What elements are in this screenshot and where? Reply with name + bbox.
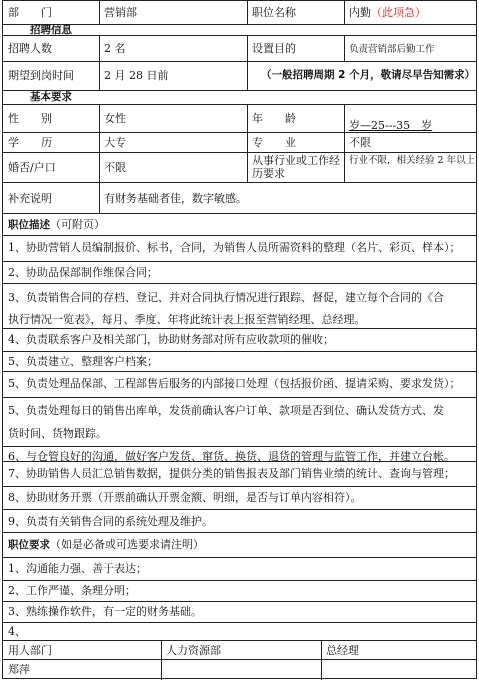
row-divider [3, 283, 476, 284]
count-value: 2 名 [104, 42, 126, 55]
col-divider [344, 1, 345, 24]
signoff-hr-label: 人力资源部 [166, 644, 221, 657]
education-label: 学 历 [8, 136, 52, 149]
note-label: 补充说明 [8, 192, 52, 205]
recruit-section-title: 招聘信息 [30, 24, 72, 36]
date-value: 2 月 28 日前 [104, 69, 169, 82]
position-value: 内勤 [349, 6, 371, 19]
date-label: 期望到岗时间 [8, 69, 74, 82]
row-divider [3, 90, 476, 91]
duty-item: 5、负责建立、整理客户档案； [8, 355, 158, 368]
col-divider [99, 104, 100, 213]
row-divider [3, 509, 476, 510]
duty-item: 4、负责联系客户及相关部门，协助财务部对所有应收款项的催收； [8, 333, 334, 346]
duty-item: 5、负责处理每日的销售出库单，发货前确认客户订单、款项是否到位、确认发货方式、发 [8, 404, 444, 417]
col-divider [247, 35, 248, 61]
major-label: 专 业 [252, 136, 296, 149]
row-divider [3, 61, 476, 62]
row-divider [3, 351, 476, 352]
row-divider [3, 640, 476, 641]
position-cell [349, 6, 426, 19]
col-divider [344, 35, 345, 61]
signoff-dept-label: 用人部门 [8, 644, 52, 657]
row-divider [3, 486, 476, 487]
requirements-heading [8, 538, 204, 552]
row-divider [3, 397, 476, 398]
row-divider [3, 532, 476, 533]
purpose-value: 负责营销部后勤工作 [349, 44, 435, 55]
dept-label: 部 门 [8, 6, 52, 19]
age-label: 年 龄 [252, 112, 296, 125]
cycle-note: （一般招聘周期 2 个月，敬请尽早告知需求） [261, 69, 476, 81]
marital-value: 不限 [104, 161, 126, 174]
major-value: 不限 [349, 136, 371, 149]
requirements-title-note: （如是必备或可选要求请注明） [50, 538, 204, 551]
gender-value: 女性 [104, 112, 126, 125]
row-divider [3, 235, 476, 236]
duty-item: 9、负责有关销售合同的系统处理及维护。 [8, 515, 213, 528]
position-label: 职位名称 [252, 6, 296, 19]
row-divider [3, 132, 476, 133]
purpose-label: 设置目的 [252, 42, 296, 55]
duty-item: 7、协助销售人员汇总销售数据，提供分类的销售报表及部门销售业绩的统计、查询与管理； [8, 467, 455, 480]
col-divider [247, 104, 248, 182]
duty-item: 8、协助财务开票（开票前确认开票金额、明细，是否与订单内容相符）。 [8, 491, 362, 504]
col-divider [247, 1, 248, 24]
row-divider [3, 261, 476, 262]
count-label: 招聘人数 [8, 42, 52, 55]
col-divider [247, 61, 248, 90]
requirement-item: 2、工作严谨、条理分明； [8, 584, 136, 597]
gender-label: 性 别 [8, 112, 52, 125]
row-divider [3, 152, 476, 153]
duty-item: 货时间、货物跟踪。 [8, 427, 107, 440]
col-divider [321, 640, 322, 680]
requirement-item: 3、熟练操作软件，有一定的财务基础。 [8, 605, 202, 618]
duties-heading [8, 218, 105, 232]
row-divider [3, 622, 476, 623]
duty-item: 5、负责处理品保部、工程部售后服务的内部接口处理（包括报价函、提请采购、要求发货）； [8, 377, 461, 390]
age-value: 岁—25---35 岁 [349, 119, 433, 132]
dept-value: 营销部 [104, 6, 137, 19]
note-value: 有财务基础者佳，数字敏感。 [104, 192, 247, 205]
row-divider [3, 580, 476, 581]
education-value: 大专 [104, 136, 126, 149]
industry-label: 从事行业或工作经历要求 [252, 154, 340, 180]
row-divider [3, 182, 476, 183]
row-divider [3, 24, 476, 25]
duty-item: 3、负责销售合同的存档、登记、并对合同执行情况进行跟踪、督促，建立每个合同的《合 [8, 291, 444, 304]
row-divider [3, 104, 476, 105]
duty-item: 1、协助营销人员编制报价、标书，合同，为销售人员所需资料的整理（名片、彩页、样本）； [8, 241, 461, 254]
col-divider [99, 1, 100, 24]
job-requisition-form [2, 0, 477, 679]
requirements-title: 职位要求 [8, 539, 50, 551]
duty-item: 6、与仓管良好的沟通，做好客户发货、窜货、换货、退货的管理与监管工作，并建立台帐。 [8, 450, 455, 463]
col-divider [99, 35, 100, 90]
basic-section-title: 基本要求 [30, 91, 72, 103]
duty-item: 2、协助品保部制作维保合同； [8, 266, 158, 279]
urgent-note: （此项急） [371, 6, 426, 19]
industry-value: 行业不限，相关经验 2 年以上 [349, 155, 476, 166]
row-divider [3, 371, 476, 372]
duties-title-note: （可附页） [50, 218, 105, 231]
signoff-dept-signer: 郑萍 [8, 663, 30, 676]
row-divider [3, 213, 476, 214]
row-divider [3, 557, 476, 558]
marital-label: 婚否/户口 [8, 161, 56, 174]
row-divider [3, 446, 476, 447]
col-divider [161, 640, 162, 680]
col-divider [344, 104, 345, 182]
duties-title: 职位描述 [8, 219, 50, 231]
requirement-item: 1、沟通能力强、善于表达； [8, 562, 147, 575]
row-divider [3, 659, 476, 660]
signoff-gm-label: 总经理 [326, 644, 359, 657]
duty-item: 执行情况一览表》，每月、季度、年将此统计表上报至营销经理、总经理。 [8, 313, 366, 326]
row-divider [3, 35, 476, 36]
row-divider [3, 328, 476, 329]
requirement-item: 4、 [8, 625, 26, 638]
row-divider [3, 601, 476, 602]
